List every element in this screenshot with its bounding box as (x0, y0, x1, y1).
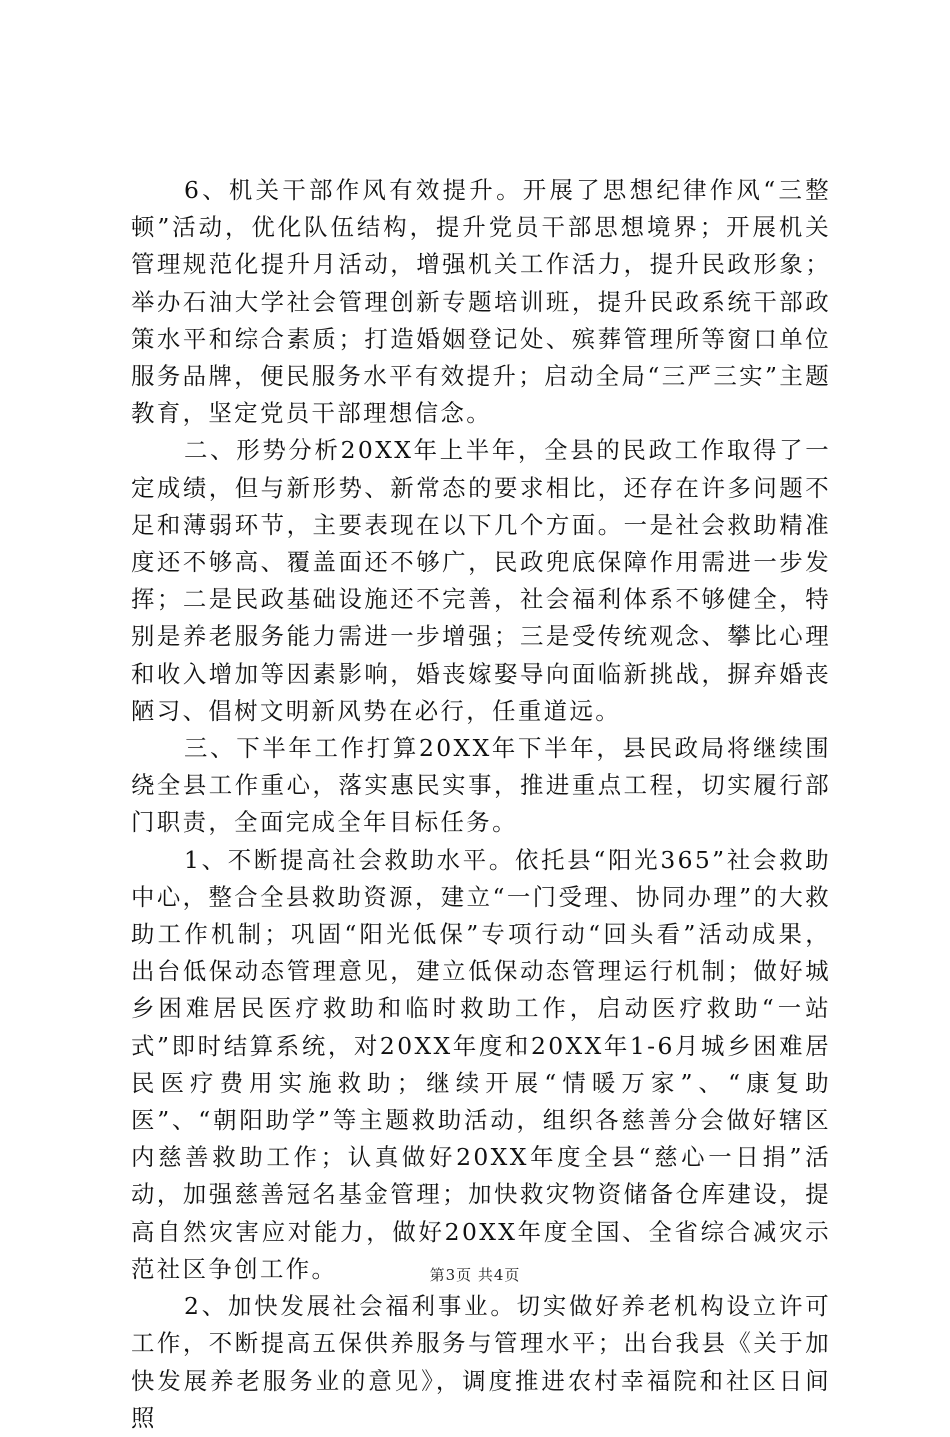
document-body (131, 172, 831, 1437)
paragraph-social-assistance: 1、不断提高社会救助水平。依托县“阳光365”社会救助中心，整合全县救助资源，建立“一门受理、协同办理”的大救助工作机制；巩固“阳光低保”专项行动“回头看”活动成果，出台低保动态管理意见，建立低保动态管理运行机制；做好城乡困难居民医疗救助和临时救助工作，启动医疗救助“一站式”即时结算系统，对20XX年度和20XX年1-6月城乡困难居民医疗费用实施救助；继续开展“情暖万家”、“康复助医”、“朝阳助学”等主题救助活动，组织各慈善分会做好辖区内慈善救助工作；认真做好20XX年度全县“慈心一日捐”活动，加强慈善冠名基金管理；加快救灾物资储备仓库建设，提高自然灾害应对能力，做好20XX年度全国、全省综合减灾示范社区争创工作。 (131, 845, 831, 1283)
paragraph-second-half-plan: 三、下半年工作打算20XX年下半年，县民政局将继续围绕全县工作重心，落实惠民实事，推进重点工程，切实履行部门职责，全面完成全年目标任务。 (131, 734, 831, 837)
paragraph-social-welfare: 2、加快发展社会福利事业。切实做好养老机构设立许可工作，不断提高五保供养服务与管理水平；出台我县《关于加快发展养老服务业的意见》，调度推进农村幸福院和社区日间照 (131, 1292, 831, 1432)
paragraph-cadre-style: 6、机关干部作风有效提升。开展了思想纪律作风“三整顿”活动，优化队伍结构，提升党员干部思想境界；开展机关管理规范化提升月活动，增强机关工作活力，提升民政形象；举办石油大学社会管理创新专题培训班，提升民政系统干部政策水平和综合素质；打造婚姻登记处、殡葬管理所等窗口单位服务品牌，便民服务水平有效提升；启动全局“三严三实”主题教育，坚定党员干部理想信念。 (131, 176, 831, 428)
paragraph-situation-analysis: 二、形势分析20XX年上半年，全县的民政工作取得了一定成绩，但与新形势、新常态的要求相比，还存在许多问题不足和薄弱环节，主要表现在以下几个方面。一是社会救助精准度还不够高、覆盖面还不够广，民政兜底保障作用需进一步发挥；二是民政基础设施还不完善，社会福利体系不够健全，特别是养老服务能力需进一步增强；三是受传统观念、攀比心理和收入增加等因素影响，婚丧嫁娶导向面临新挑战，摒弃婚丧陋习、倡树文明新风势在必行，任重道远。 (131, 436, 831, 725)
page-footer: 第3页 共4页 (429, 1266, 521, 1284)
